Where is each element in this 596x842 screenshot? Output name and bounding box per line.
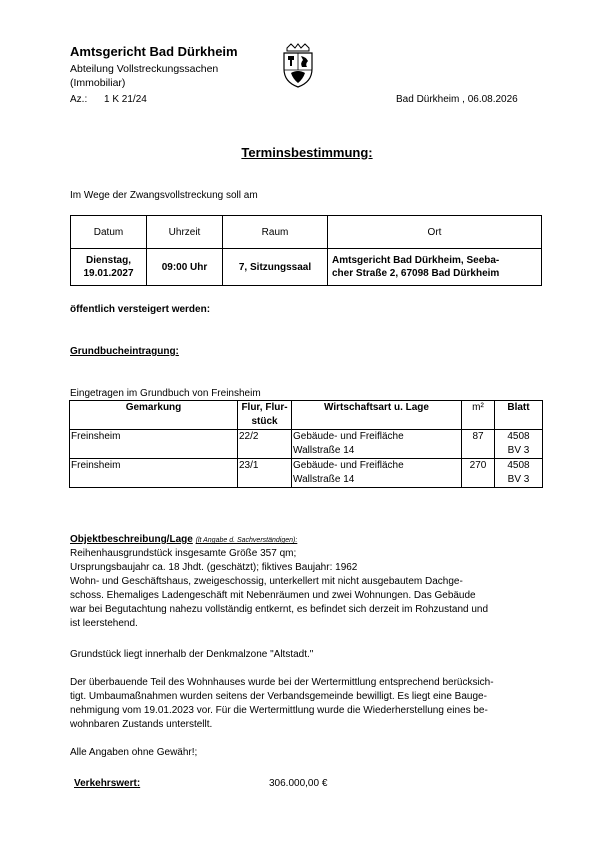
description-line: war bei Begutachtung nahezu vollständig entkernt, es befindet sich derzeit im Rohzustand und — [70, 604, 489, 615]
column-header: Datum — [71, 216, 147, 249]
coat-of-arms-icon — [279, 42, 317, 88]
column-header: Uhrzeit — [147, 216, 223, 249]
object-heading — [70, 534, 297, 545]
column-header: Raum — [223, 216, 328, 249]
cell-line: BV 3 — [507, 474, 530, 485]
market-value-label: Verkehrswert: — [74, 778, 141, 789]
table-row — [70, 430, 543, 459]
column-header: Gemarkung — [70, 401, 238, 430]
cell-line: 4508 — [507, 460, 530, 471]
appointment-time: 09:00 Uhr — [147, 249, 223, 286]
table-row — [71, 249, 542, 286]
appointment-table — [70, 215, 542, 286]
department-line: (Immobiliar) — [70, 77, 126, 89]
location-line: Amtsgericht Bad Dürkheim, Seeba- — [332, 255, 500, 266]
description-line: Wohn- und Geschäftshaus, zweigeschossig, unterkellert mit nicht ausgebautem Dachge- — [70, 576, 463, 587]
page-title: Terminsbestimmung: — [241, 145, 373, 160]
land-register-intro: Eingetragen im Grundbuch von Freinsheim — [70, 388, 261, 399]
intro-text: Im Wege der Zwangsvollstreckung soll am — [70, 190, 258, 201]
case-number: 1 K 21/24 — [104, 94, 147, 105]
disclaimer: Alle Angaben ohne Gewähr!; — [70, 747, 198, 758]
appointment-location — [328, 249, 542, 286]
court-name: Amtsgericht Bad Dürkheim — [70, 44, 238, 59]
cell-flur: 23/1 — [238, 459, 292, 488]
column-header: Wirtschaftsart u. Lage — [292, 401, 462, 430]
appointment-room: 7, Sitzungssaal — [223, 249, 328, 286]
description-line: ist leerstehend. — [70, 618, 138, 629]
monument-zone-note: Grundstück liegt innerhalb der Denkmalzone "Altstadt." — [70, 649, 314, 660]
court-department — [70, 62, 218, 90]
valuation-line: wohnbaren Zustands unterstellt. — [70, 719, 213, 730]
table-header-row — [70, 401, 543, 430]
cell-blatt — [495, 459, 543, 488]
cell-line: Gebäude- und Freifläche — [293, 460, 404, 471]
date-line: 19.01.2027 — [83, 268, 134, 279]
cell-art — [292, 430, 462, 459]
column-header: Ort — [328, 216, 542, 249]
cell-flur: 22/2 — [238, 430, 292, 459]
cell-line: Wallstraße 14 — [293, 445, 355, 456]
header-line: stück — [251, 416, 278, 427]
valuation-line: tigt. Umbaumaßnahmen wurden seitens der Verbandsgemeinde bewilligt. Es liegt eine Bauge- — [70, 691, 487, 702]
land-register-heading: Grundbucheintragung: — [70, 346, 179, 357]
market-value: 306.000,00 € — [269, 778, 328, 789]
object-heading-note: (lt Angabe d. Sachverständigen): — [195, 537, 298, 544]
case-number-label: Az.: — [70, 94, 88, 105]
place-date: Bad Dürkheim , 06.08.2026 — [396, 94, 518, 105]
cell-line: Gebäude- und Freifläche — [293, 431, 404, 442]
cell-area: 87 — [462, 430, 495, 459]
cell-line: BV 3 — [507, 445, 530, 456]
cell-area: 270 — [462, 459, 495, 488]
cell-line: Wallstraße 14 — [293, 474, 355, 485]
valuation-line: Der überbauende Teil des Wohnhauses wurde bei der Wertermittlung entsprechend berücksich- — [70, 677, 494, 688]
valuation-line: nehmigung vom 19.01.2023 vor. Für die Wertermittlung wurde die Wiederherstellung eines be- — [70, 705, 488, 716]
cell-gemarkung: Freinsheim — [70, 430, 238, 459]
object-description — [70, 547, 532, 631]
cell-gemarkung: Freinsheim — [70, 459, 238, 488]
description-line: schoss. Ehemaliges Ladengeschäft mit Nebenräumen und zwei Wohnungen. Das Gebäude — [70, 590, 476, 601]
description-line: Ursprungsbaujahr ca. 18 Jhdt. (geschätzt); fiktives Baujahr: 1962 — [70, 562, 358, 573]
valuation-note — [70, 676, 532, 732]
department-line: Abteilung Vollstreckungssachen — [70, 63, 219, 75]
auction-statement: öffentlich versteigert werden: — [70, 304, 211, 315]
location-line: cher Straße 2, 67098 Bad Dürkheim — [332, 268, 500, 279]
cell-line: 4508 — [507, 431, 530, 442]
description-line: Reihenhausgrundstück insgesamte Größe 357 qm; — [70, 548, 297, 559]
header-line: Flur, Flur- — [241, 402, 288, 413]
date-line: Dienstag, — [85, 255, 131, 266]
cell-blatt — [495, 430, 543, 459]
table-header-row — [71, 216, 542, 249]
column-header: Blatt — [495, 401, 543, 430]
cell-art — [292, 459, 462, 488]
column-header: m² — [462, 401, 495, 430]
object-heading-text: Objektbeschreibung/Lage — [70, 534, 193, 545]
table-row — [70, 459, 543, 488]
appointment-date — [71, 249, 147, 286]
column-header — [238, 401, 292, 430]
land-register-table — [69, 400, 543, 488]
